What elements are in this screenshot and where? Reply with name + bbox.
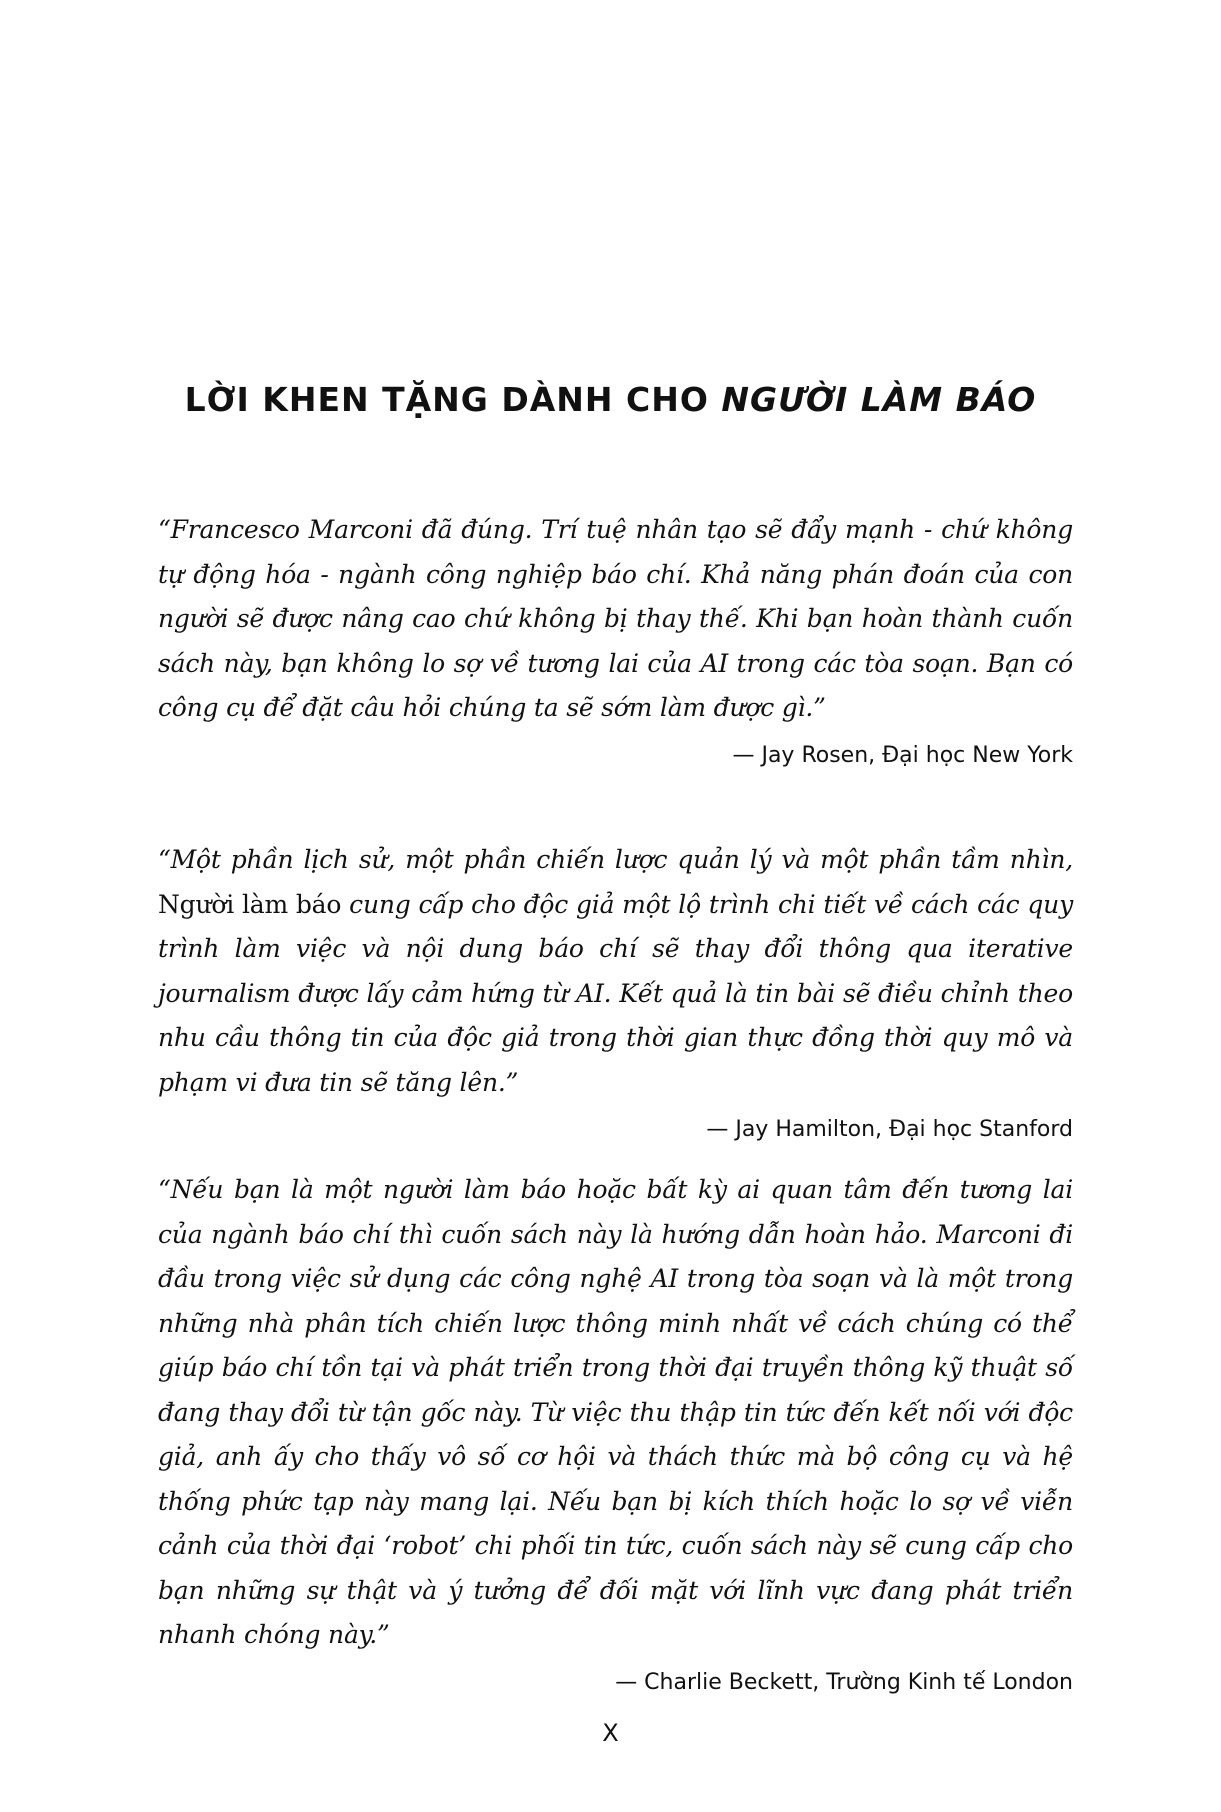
quote-text: “Nếu bạn là một người làm báo hoặc bất kỳ ai quan tâm đến tương lai của ngành báo chí thì cuốn sách này là hướng dẫn hoàn hảo. Marconi đi đầu trong việc sử dụng các công nghệ AI trong tòa soạn và là một trong những nhà phân tích chiến lược thông minh nhất về cách chúng có thể giúp báo chí tồn tại và phát triển trong thời đại truyền thông kỹ thuật số đang thay đổi từ tận gốc này. Từ việc thu thập tin tức đến kết nối với độc giả, anh ấy cho thấy vô số cơ hội và thách thức mà bộ công cụ và hệ thống phức tạp này mang lại. Nếu bạn bị kích thích hoặc lo sợ về viễn cảnh của thời đại ‘robot’ chi phối tin tức, cuốn sách này sẽ cung cấp cho bạn những sự thật và ý tưởng để đối mặt với lĩnh vực đang phát triển nhanh chóng này.” — [158, 1175, 1073, 1649]
quote-text-before: “Một phần lịch sử, một phần chiến lược quản lý và một phần tầm nhìn, — [158, 845, 1073, 874]
title-book-name: NGƯỜI LÀM BÁO — [721, 380, 1037, 419]
quote-jay-hamilton — [158, 838, 1073, 1145]
quote-attribution: — Jay Hamilton, Đại học Stanford — [706, 1117, 1073, 1142]
page-number: X — [602, 1719, 619, 1747]
quote-text-after: cung cấp cho độc giả một lộ trình chi tiết về cách các quy trình làm việc và nội dung báo chí sẽ thay đổi thông qua iterative journalism được lấy cảm hứng từ AI. Kết quả là tin bài sẽ điều chỉnh theo nhu cầu thông tin của độc giả trong thời gian thực đồng thời quy mô và phạm vi đưa tin sẽ tăng lên.” — [158, 889, 1073, 1097]
quote-jay-rosen — [158, 508, 1073, 771]
page-title — [0, 378, 1221, 422]
quote-charlie-beckett — [158, 1168, 1073, 1698]
quote-text — [158, 838, 1073, 1105]
quote-book-title: Người làm báo — [158, 889, 342, 919]
title-prefix: LỜI KHEN TẶNG DÀNH CHO — [184, 380, 722, 419]
quote-text: “Francesco Marconi đã đúng. Trí tuệ nhân tạo sẽ đẩy mạnh - chứ không tự động hóa - ngành công nghiệp báo chí. Khả năng phán đoán của con người sẽ được nâng cao chứ không bị thay thế. Khi bạn hoàn thành cuốn sách này, bạn không lo sợ về tương lai của AI trong các tòa soạn. Bạn có công cụ để đặt câu hỏi chúng ta sẽ sớm làm được gì.” — [158, 515, 1073, 722]
quote-attribution: — Charlie Beckett, Trường Kinh tế London — [615, 1669, 1073, 1695]
quote-attribution: — Jay Rosen, Đại học New York — [732, 742, 1073, 768]
